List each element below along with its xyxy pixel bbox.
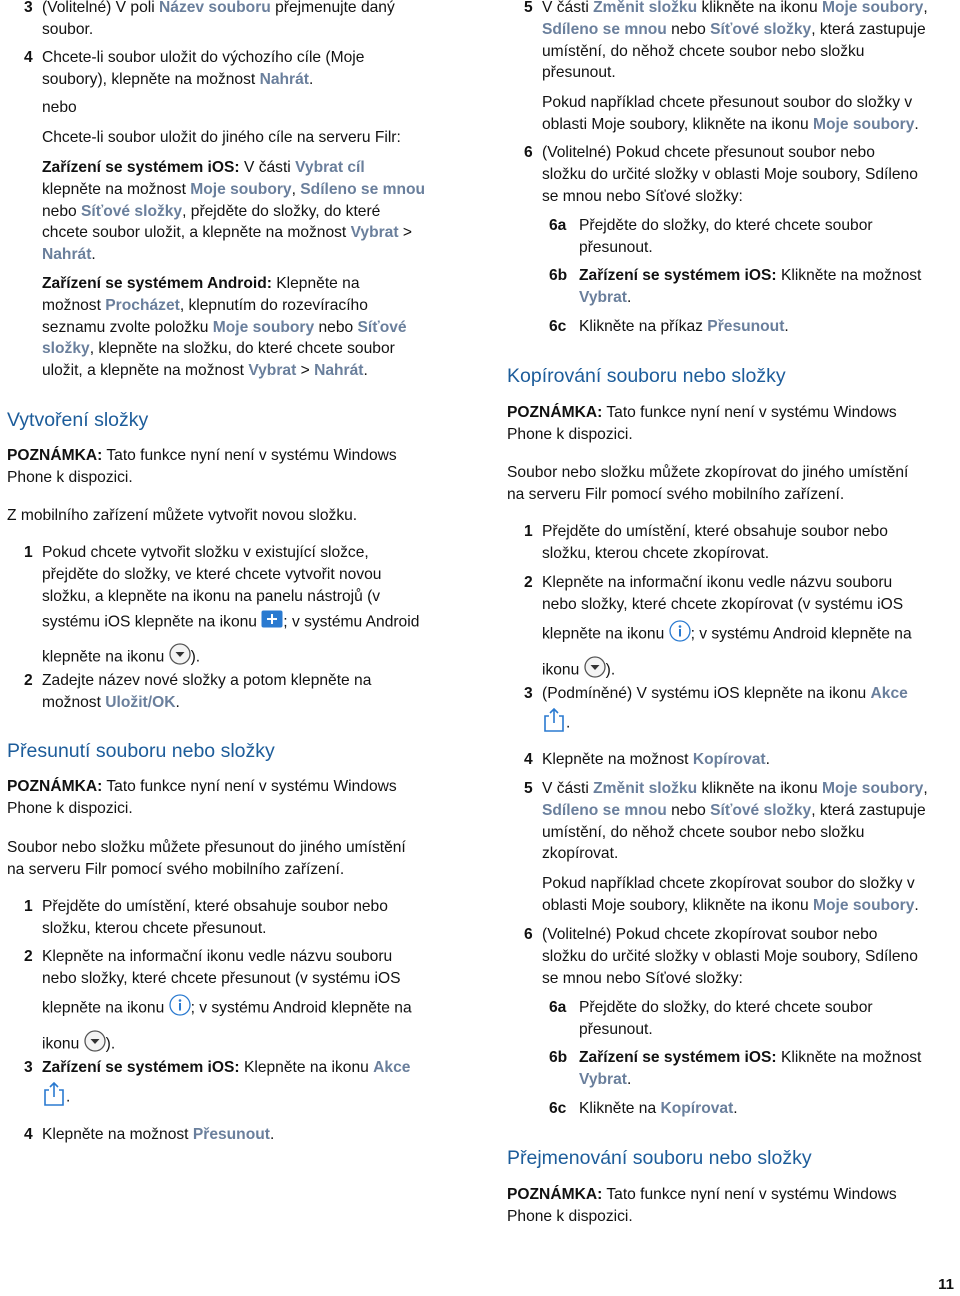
info-icon — [169, 994, 191, 1023]
share-action-icon — [42, 1081, 66, 1114]
other-destination-text: Chcete-li soubor uložit do jiného cíle na serveru Filr: — [42, 129, 401, 146]
ios-paragraph: Zařízení se systémem iOS: V části Vybrat cíl klepněte na možnost Moje soubory, Sdíleno se mnou nebo Síťové složky, přejděte do složky, do které chcete soubor uložit, a klepněte na možnost Vybrat > Nahrát. — [42, 159, 426, 264]
section-title-copy: Kopírování souboru nebo složky — [507, 365, 786, 387]
note: POZNÁMKA: Tato funkce nyní není v systému Windows Phone k dispozici. — [7, 778, 397, 817]
add-folder-icon — [261, 610, 283, 635]
intro-text: Z mobilního zařízení můžete vytvořit novou složku. — [7, 507, 358, 524]
page-number: 11 — [938, 1276, 954, 1293]
dropdown-circle-icon — [84, 1030, 106, 1059]
document-page: 3 (Volitelné) V poli Název souboru přejmenujte daný soubor. 4 Chcete-li soubor uložit do výchozího cíle (Moje soubory), klepněte na možnost Nahrát. nebo Chcete-li soubor uložit do jiného cíle na serveru Filr: Zařízení se systémem iOS: V části Vybrat cíl klepněte na možnost Moje soubory, Sdíleno se mnou nebo Síťové složky, přejděte do složky, do které chcete soubor uložit, a klepněte na možnost Vybrat > Nahrát. Zařízení se systémem Android: Klepněte na možnost Procházet, klepnutím do rozevíracího seznamu zvolte položku Moje soubory nebo Síťové složky, klepněte na složku, do které chcete soubor uložit, a klepněte na možnost Vybrat > Nahrát. Vytvoření složky POZNÁMKA: Tato funkce nyní není v systému Windows Phone k dispozici. Z mobilního zařízení můžete vytvořit novou složku. 1 Pokud chcete vytvořit složku v existující složce, přejděte do složky, ve které chcete vytvořit novou složku, a klepněte na ikonu na panelu nástrojů (v systému iOS klepněte na ikonu ; v systému Android klepněte na ikonu ). 2 Zadejte název nové složky a potom klepněte na možnost Uložit/OK. Přesunutí souboru nebo složky POZNÁMKA: Tato funkce nyní není v systému Windows Phone k dispozici. Soubor nebo složku můžete přesunout do jiného umístění na serveru Filr pomocí svého mobilního zařízení. 1 Přejděte do umístění, které obsahuje soubor nebo složku, kterou chcete přesunout. 2 Klepněte na informační ikonu vedle názvu souboru nebo složky, které chcete přesunout (v systému iOS klepněte na ikonu ; v systému Android klepněte na ikonu ). 3 Zařízení se systémem iOS: Klepněte na ikonu Akce . 4 Klepněte na možnost Přesunout. 5 V části Změnit složku klikněte na ikonu Moje soubory, Sdíleno se mnou nebo Síťové složky, která zastupuje umístění, do něhož chcete soubor nebo složku přesunout. Pokud například chcete přesunout soubor do složky v oblasti Moje soubory, klikněte na ikonu Moje soubory. 6 (Volitelné) Pokud chcete přesunout soubor nebo složku do určité složky v oblasti Moje soubory, Sdíleno se mnou nebo Síťové složky: 6a Přejděte do složky, do které chcete soubor přesunout. 6b Zařízení se systémem iOS: Klikněte na možnost Vybrat. 6c Klikněte na příkaz Přesunout. Kopírování souboru nebo složky POZNÁMKA: Tato funkce nyní není v systému Windows Phone k dispozici. Soubor nebo složku můžete zkopírovat do jiného umístění na serveru Filr pomocí svého mobilního zařízení. 1 Přejděte do umístění, které obsahuje soubor nebo složku, kterou chcete zkopírovat. 2 Klepněte na informační ikonu vedle názvu souboru nebo složky, které chcete zkopírovat (v systému iOS klepněte na ikonu ; v systému Android klepněte na ikonu ). 3 (Podmíněné) V systému iOS klepněte na ikonu Akce . 4 Klepněte na možnost Kopírovat. 5 V části Změnit složku klikněte na ikonu Moje soubory, Sdíleno se mnou nebo Síťové složky, která zastupuje umístění, do něhož chcete soubor nebo složku zkopírovat. Pokud například chcete zkopírovat soubor do složky v oblasti Moje soubory, klikněte na ikonu Moje soubory. 6 (Volitelné) Pokud chcete zkopírovat soubor nebo složku do určité složky v oblasti Moje soubory, Sdíleno se mnou nebo Síťové složky: 6a Přejděte do složky, do které chcete soubor přesunout. 6b Zařízení se systémem iOS: Klikněte na možnost Vybrat. 6c Klikněte na Kopírovat. Přejmenování souboru nebo složky POZNÁMKA: Tato funkce nyní není v systému Windows Phone k dispozici. 11 — [0, 0, 960, 1292]
section-title-rename: Přejmenování souboru nebo složky — [507, 1147, 812, 1169]
section-title-create-folder: Vytvoření složky — [7, 409, 149, 431]
intro-text: Soubor nebo složku můžete přesunout do jiného umístění na serveru Filr pomocí svého mobilního zařízení. — [7, 839, 406, 878]
section-title-move: Přesunutí souboru nebo složky — [7, 740, 275, 762]
note: POZNÁMKA: Tato funkce nyní není v systému Windows Phone k dispozici. — [507, 404, 897, 443]
dropdown-circle-icon — [169, 643, 191, 672]
note: POZNÁMKA: Tato funkce nyní není v systému Windows Phone k dispozici. — [507, 1186, 897, 1225]
note: POZNÁMKA: Tato funkce nyní není v systému Windows Phone k dispozici. — [7, 447, 397, 486]
share-action-icon — [542, 707, 566, 740]
android-paragraph: Zařízení se systémem Android: Klepněte na možnost Procházet, klepnutím do rozevíracího seznamu zvolte položku Moje soubory nebo Síťové složky, klepněte na složku, do které chcete soubor uložit, a klepněte na možnost Vybrat > Nahrát. — [42, 275, 407, 380]
or-text: nebo — [42, 99, 77, 116]
info-icon — [669, 620, 691, 649]
dropdown-circle-icon — [584, 656, 606, 685]
intro-text: Soubor nebo složku můžete zkopírovat do jiného umístění na serveru Filr pomocí svého mobilního zařízení. — [507, 464, 909, 503]
